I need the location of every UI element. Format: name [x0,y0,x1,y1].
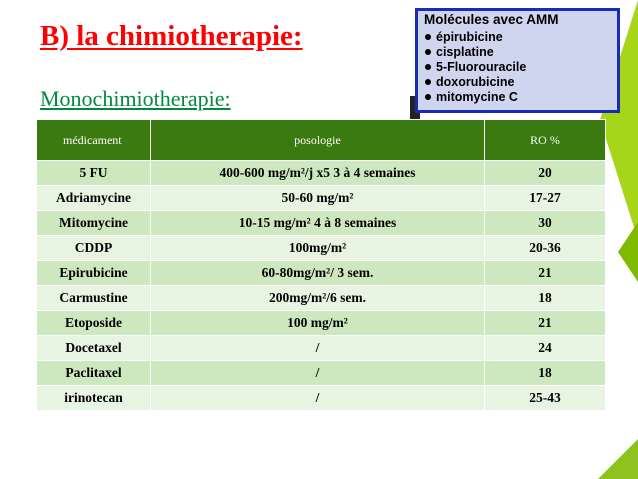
cell-ro: 18 [485,286,606,311]
cell-ro: 20 [485,161,606,186]
table-row [37,386,606,411]
cell-medicament: 5 FU [37,161,151,186]
amm-item-label: mitomycine C [436,90,518,104]
cell-ro: 25-43 [485,386,606,411]
amm-item-label: doxorubicine [436,75,515,89]
cell-posologie: 400-600 mg/m²/j x5 3 à 4 semaines [151,161,485,186]
header-posologie: posologie [151,120,485,161]
bullet-icon [425,79,431,85]
bullet-icon [425,34,431,40]
cell-ro: 24 [485,336,606,361]
table-row [37,161,606,186]
cell-medicament: Epirubicine [37,261,151,286]
cell-medicament: CDDP [37,236,151,261]
table-row [37,261,606,286]
table-row [37,211,606,236]
cell-medicament: Paclitaxel [37,361,151,386]
cell-ro: 21 [485,311,606,336]
decorative-arrow-bottom [598,439,638,479]
bullet-icon [425,94,431,100]
amm-molecules-box [415,8,620,113]
cell-ro: 17-27 [485,186,606,211]
amm-box-title: Molécules avec AMM [424,12,559,27]
cell-medicament: Docetaxel [37,336,151,361]
amm-list-item [424,75,613,90]
amm-list-item [424,60,613,75]
cell-posologie: 60-80mg/m²/ 3 sem. [151,261,485,286]
amm-list-item [424,30,613,45]
cell-posologie: 50-60 mg/m² [151,186,485,211]
cell-medicament: irinotecan [37,386,151,411]
bullet-icon [425,49,431,55]
table-header-row [37,120,606,161]
header-ro-percent: RO % [485,120,606,161]
amm-list-item [424,45,613,60]
chemotherapy-table [36,119,606,411]
cell-medicament: Etoposide [37,311,151,336]
slide-title: B) la chimiotherapie: [40,20,303,52]
decorative-arrow-middle [618,222,638,282]
amm-list-item [424,90,613,105]
cell-posologie: / [151,386,485,411]
amm-item-label: épirubicine [436,30,503,44]
table-row [37,336,606,361]
cell-ro: 20-36 [485,236,606,261]
cell-medicament: Mitomycine [37,211,151,236]
header-medicament: médicament [37,120,151,161]
cell-medicament: Adriamycine [37,186,151,211]
cell-posologie: / [151,361,485,386]
table-row [37,236,606,261]
cell-posologie: 100 mg/m² [151,311,485,336]
table-row [37,286,606,311]
cell-ro: 21 [485,261,606,286]
slide-subtitle: Monochimiotherapie: [40,86,231,111]
amm-item-label: cisplatine [436,45,494,59]
cell-posologie: 100mg/m² [151,236,485,261]
cell-posologie: 10-15 mg/m² 4 à 8 semaines [151,211,485,236]
cell-medicament: Carmustine [37,286,151,311]
cell-ro: 18 [485,361,606,386]
table-row [37,311,606,336]
cell-ro: 30 [485,211,606,236]
cell-posologie: / [151,336,485,361]
bullet-icon [425,64,431,70]
amm-item-label: 5-Fluorouracile [436,60,527,74]
table-row [37,186,606,211]
table-row [37,361,606,386]
cell-posologie: 200mg/m²/6 sem. [151,286,485,311]
